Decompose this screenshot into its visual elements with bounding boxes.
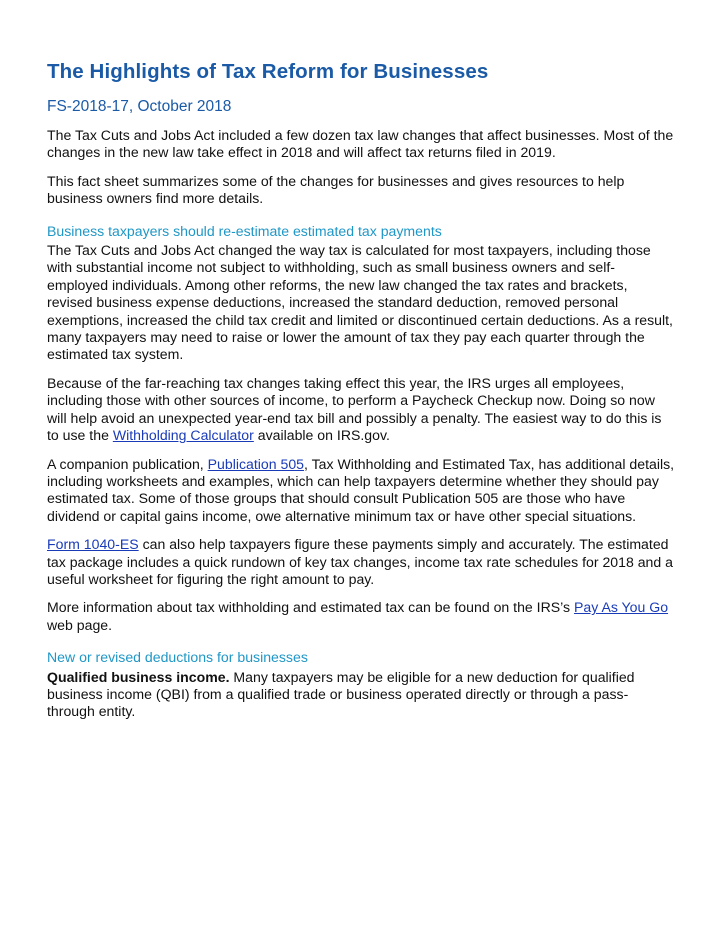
paragraph-text: , Tax Withholding and Estimated Tax, has additional details, including worksheets and examples, which can help taxpayers determine whether they should pay estimated tax. Some of those groups that should consult Publication 505 are those who have dividend or capital gains income, owe alternative minimum tax or have other special situations. xyxy=(47,455,675,524)
form-1040-es-link[interactable]: Form 1040-ES xyxy=(47,536,139,553)
pay-as-you-go-link[interactable]: Pay As You Go xyxy=(574,599,669,616)
intro-paragraph-2: This fact sheet summarizes some of the changes for businesses and gives resources to help business owners find more details. xyxy=(47,172,625,207)
page-title: The Highlights of Tax Reform for Businesses xyxy=(47,60,489,83)
paragraph-text: A companion publication, xyxy=(47,455,208,472)
intro-paragraph-1: The Tax Cuts and Jobs Act included a few dozen tax law changes that affect businesses. Most of the changes in the new law take effect in 2018 and will affect tax returns filed in 2019. xyxy=(47,127,674,161)
paragraph-text: available on IRS.gov. xyxy=(253,427,390,444)
paragraph-text: Many taxpayers may be eligible for a new deduction for qualified business income (QBI) from a qualified trade or business operated directly or through a pass-through entity. xyxy=(47,668,635,720)
paragraph-text: More information about tax withholding and estimated tax can be found on the IRS’s xyxy=(47,599,575,616)
publication-505-link[interactable]: Publication 505 xyxy=(207,455,305,472)
estimated-tax-paragraph-5 xyxy=(47,599,676,634)
fact-sheet-id: FS-2018-17, October 2018 xyxy=(47,98,232,115)
estimated-tax-paragraph-2 xyxy=(47,375,676,445)
estimated-tax-paragraph-3 xyxy=(47,456,676,526)
withholding-calculator-link[interactable]: Withholding Calculator xyxy=(112,427,254,444)
estimated-tax-paragraph-1: The Tax Cuts and Jobs Act changed the way tax is calculated for most taxpayers, including those with substantial income not subject to withholding, such as small business owners and self-employed individuals. Among other reforms, the new law changed the tax rates and brackets, revised business expense deductions, increased the standard deduction, removed personal exemptions, increased the child tax credit and limited or discontinued certain deductions. As a result, many taxpayers may need to raise or lower the amount of tax they pay each quarter through the estimated tax system. xyxy=(47,242,673,363)
paragraph-text: Because of the far-reaching tax changes taking effect this year, the IRS urges all employees, including those with other sources of income, to perform a Paycheck Checkup now. Doing so now will help avoid an unexpected year-end tax bill and possibly a penalty. The easiest way to do this is to use the xyxy=(47,374,662,444)
section-heading-estimated-tax: Business taxpayers should re-estimate estimated tax payments xyxy=(47,222,442,239)
section-heading-deductions: New or revised deductions for businesses xyxy=(47,649,308,666)
estimated-tax-paragraph-4 xyxy=(47,536,676,588)
deductions-paragraph-1 xyxy=(47,669,676,721)
paragraph-text: web page. xyxy=(47,616,113,633)
paragraph-text: can also help taxpayers figure these payments simply and accurately. The estimated tax package includes a quick rundown of key tax changes, income tax rate schedules for 2018 and a useful worksheet for figuring the right amount to pay. xyxy=(47,536,673,587)
qbi-term: Qualified business income. xyxy=(47,668,230,685)
